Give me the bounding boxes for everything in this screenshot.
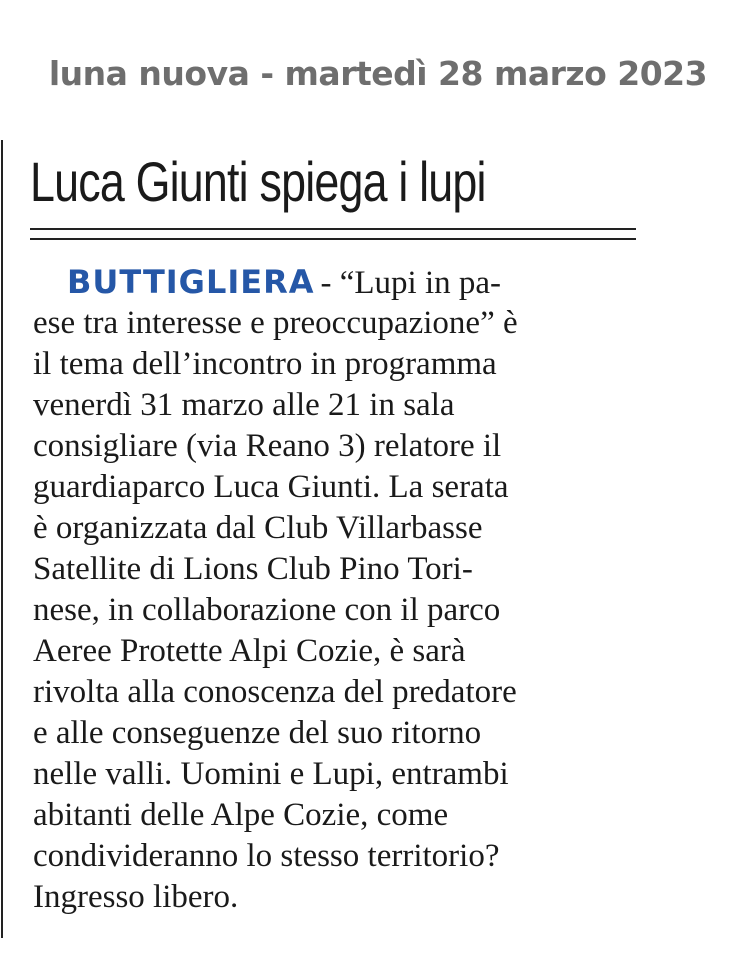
left-column-rule (1, 140, 3, 938)
article-line: guardiaparco Luca Giunti. La serata (33, 469, 509, 505)
article-line: abitanti delle Alpe Cozie, come (33, 797, 449, 833)
article-first-line (33, 262, 636, 303)
article-line: Aeree Protette Alpi Cozie, è sarà (33, 633, 466, 669)
article-location: BUTTIGLIERA (67, 263, 315, 301)
article-line: condivideranno lo stesso territorio? (33, 838, 500, 874)
article-line: nese, in collaborazione con il parco (33, 592, 501, 628)
article-line: è organizzata dal Club Villarbasse (33, 510, 483, 546)
article-first-line-text: - “Lupi in pa- (320, 265, 502, 301)
article-line: Satellite di Lions Club Pino Tori- (33, 551, 473, 587)
article-headline: Luca Giunti spiega i lupi (30, 150, 486, 213)
article-line: e alle conseguenze del suo ritorno (33, 715, 482, 751)
newspaper-masthead: luna nuova - martedì 28 marzo 2023 (48, 54, 708, 93)
article-line: nelle valli. Uomini e Lupi, entrambi (33, 756, 509, 792)
article-line: consigliare (via Reano 3) relatore il (33, 428, 502, 464)
article-line: venerdì 31 marzo alle 21 in sala (33, 387, 455, 423)
headline-double-rule (30, 228, 636, 240)
article-line: il tema dell’incontro in programma (33, 346, 497, 382)
article-body (33, 262, 636, 918)
article-line: ese tra interesse e preoccupazione” è (33, 305, 518, 341)
article-line: rivolta alla conoscenza del predatore (33, 674, 517, 710)
article-line: Ingresso libero. (33, 879, 239, 915)
